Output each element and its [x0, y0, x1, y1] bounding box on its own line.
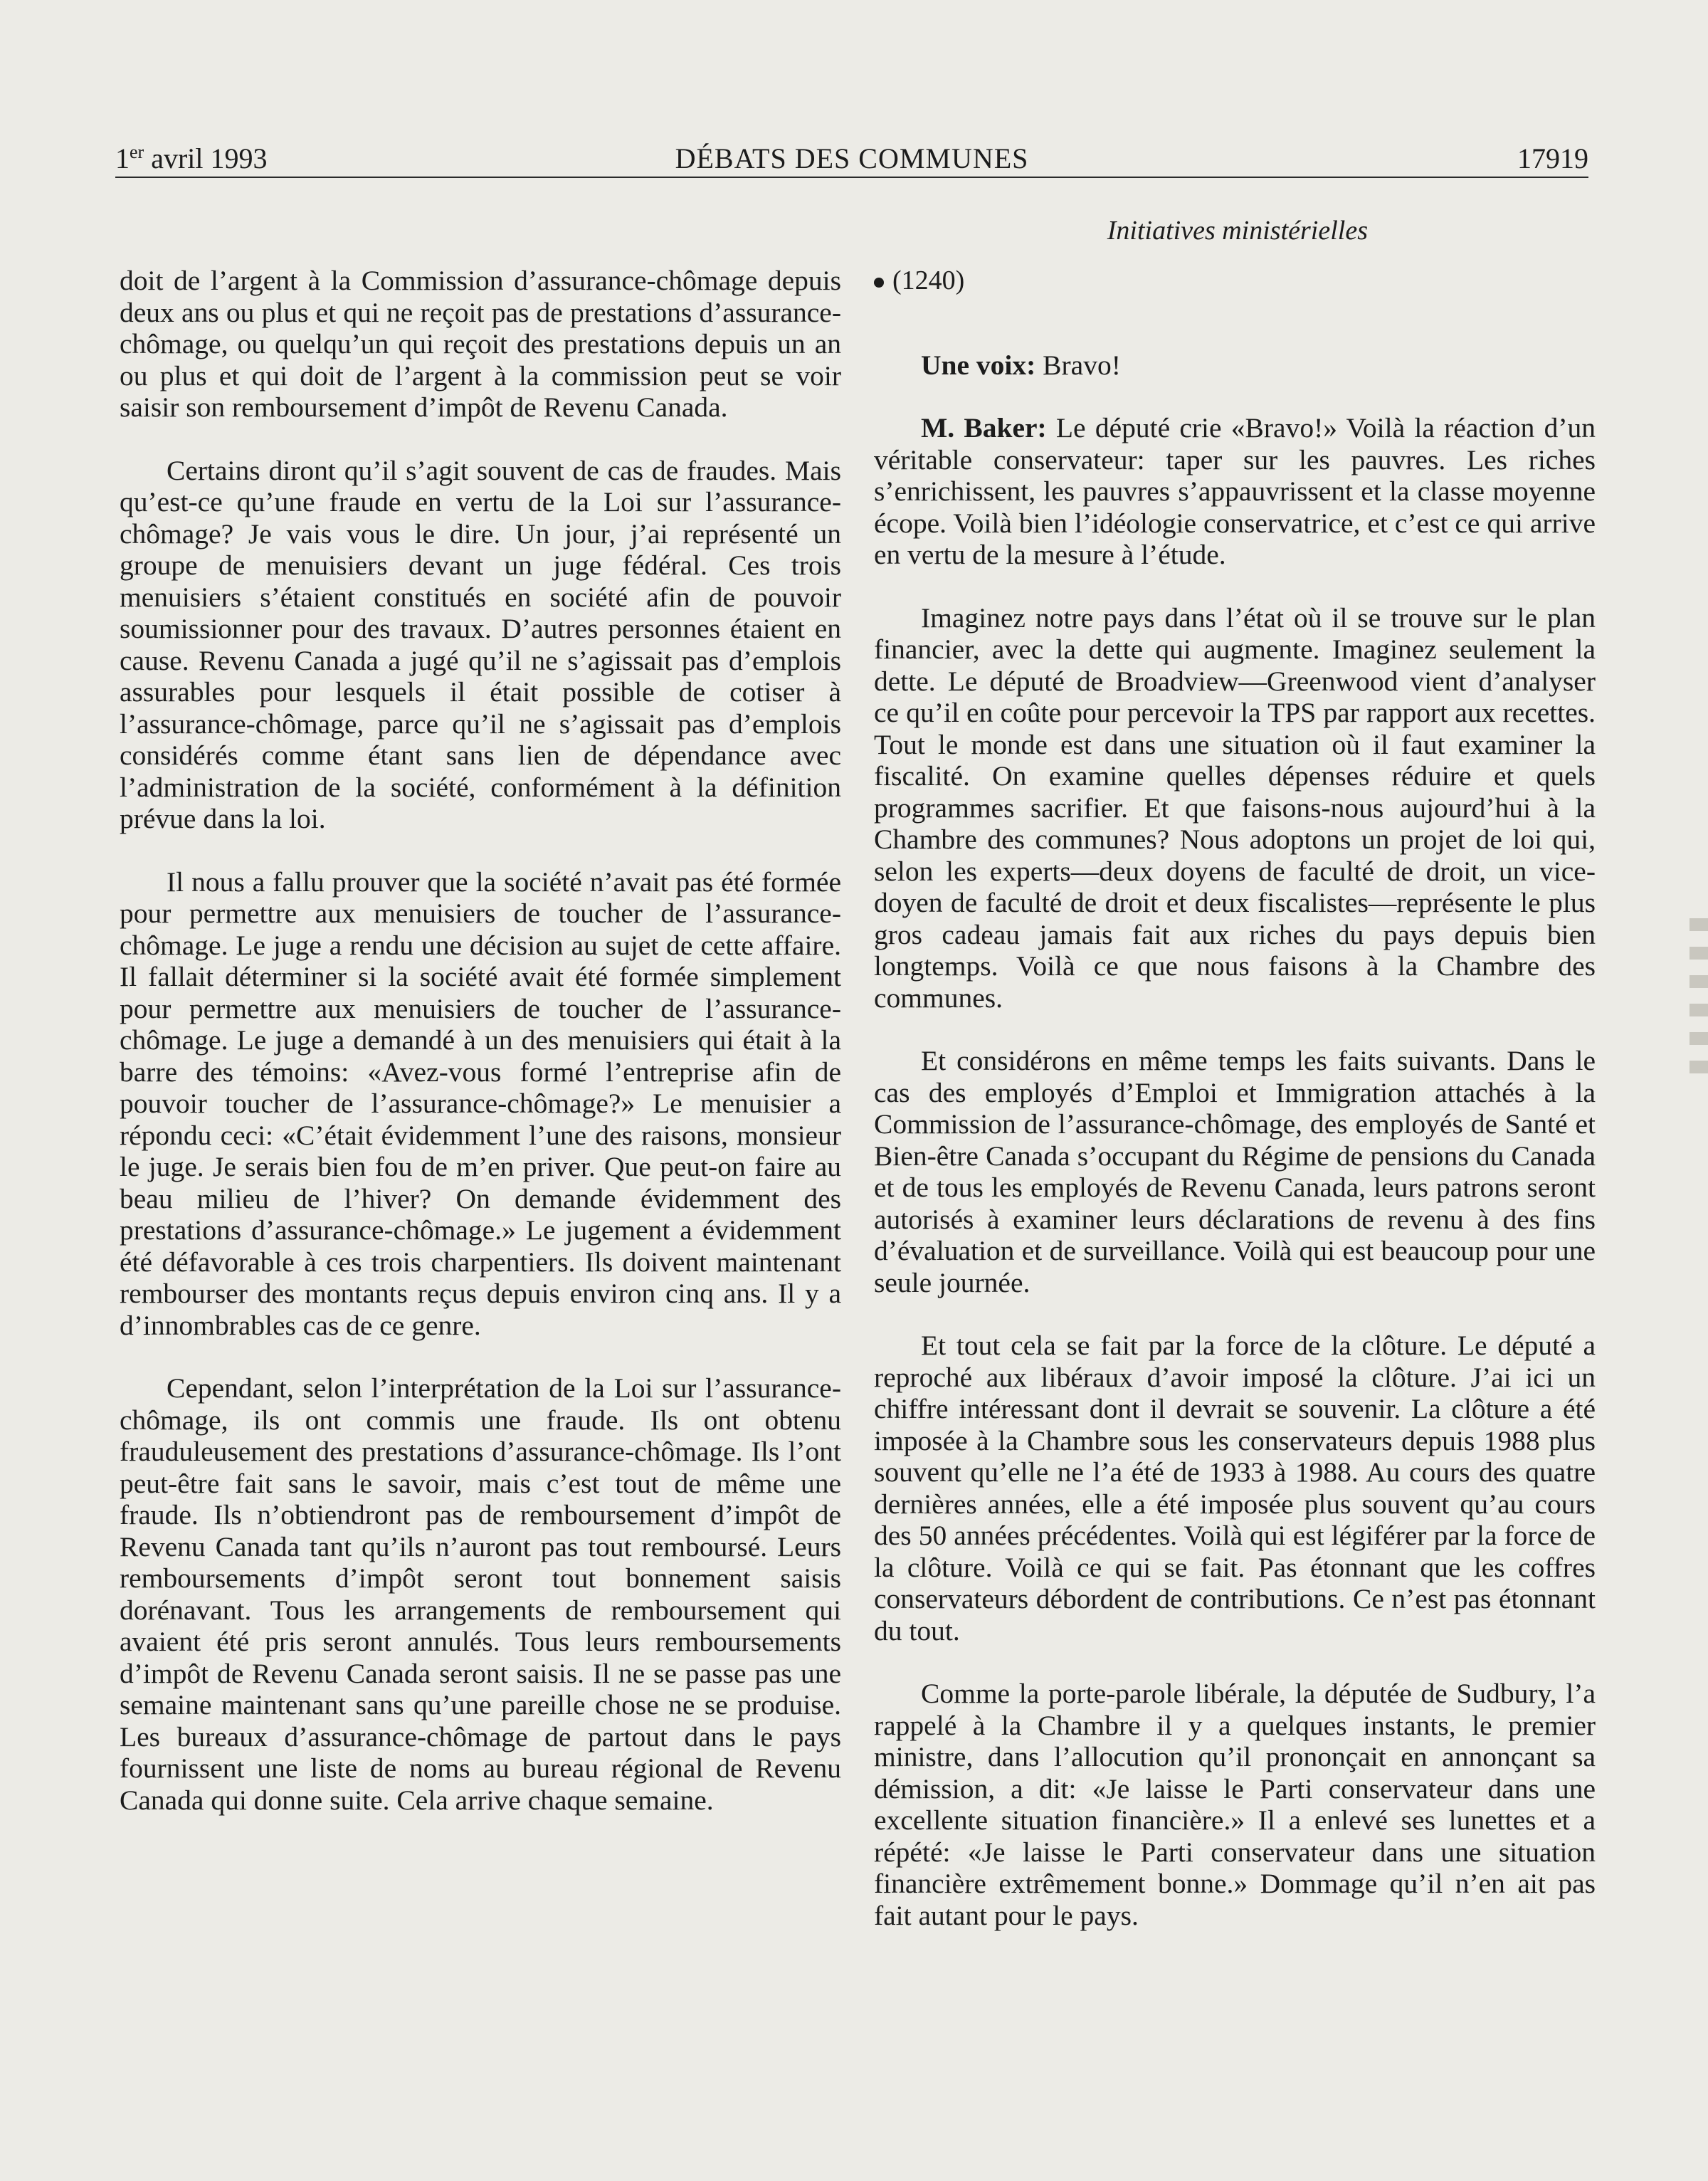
paragraph: Et considérons en même temps les faits suivants. Dans le cas des employés d’Emploi et Immigration attachés à la Commission de l’assurance-chômage, des employés de Santé et Bien-être Canada s’occupant du Régime de pensions du Canada et de tous les employés de Revenu Canada, leurs patrons seront autorisés à examiner leurs déclarations de revenu à des fins d’évaluation et de surveillance. Voilà qui est beaucoup pour une seule journée.: [874, 1045, 1596, 1298]
timestamp: (1240): [874, 265, 1596, 297]
speaker-name: Une voix:: [921, 349, 1036, 381]
section-label: Initiatives ministérielles: [1107, 216, 1368, 246]
speaker-name: M. Baker:: [921, 412, 1047, 443]
paragraph: Il nous a fallu prouver que la société n’avait pas été formée pour permettre aux menuisiers de toucher de l’assurance-chômage. Le juge a rendu une décision au sujet de cette affaire. Il fallait déterminer si la société avait été formée simplement pour permettre aux menuisiers de toucher de l’assurance-chômage. Le juge a demandé à un des menuisiers qui était à la barre des témoins: «Avez-vous formé l’entreprise afin de pouvoir toucher de l’assurance-chômage?» Le menuisier a répondu ceci: «C’était évidemment l’une des raisons, monsieur le juge. Je serais bien fou de m’en priver. Que peut-on faire au beau milieu de l’hiver? On demande évidemment des prestations d’assurance-chômage.» Le jugement a évidemment été défavorable à ces trois charpentiers. Ils doivent maintenant rembourser des montants reçus depuis environ cinq ans. Il y a d’innombrables cas de ce genre.: [120, 866, 841, 1341]
left-column: [120, 265, 841, 1847]
paragraph: doit de l’argent à la Commission d’assurance-chômage depuis deux ans ou plus et qui ne reçoit pas de prestations d’assurance-chômage, ou quelqu’un qui reçoit des prestations depuis un an ou plus et qui doit de l’argent à la commission peut se voir saisir son remboursement d’impôt de Revenu Canada.: [120, 265, 841, 423]
scan-edge-marks: [1689, 918, 1708, 1082]
header-page-number: 17919: [1517, 142, 1588, 174]
paragraph: Et tout cela se fait par la force de la clôture. Le député a reproché aux libéraux d’avoir imposé la clôture. J’ai ici un chiffre intéressant dont il devrait se souvenir. La clôture a été imposée à la Chambre sous les conservateurs depuis 1988 plus souvent qu’elle ne l’a été de 1933 à 1988. Au cours des quatre dernières années, elle a été imposée plus souvent qu’au cours des 50 années précédentes. Voilà qui est légiférer par la force de la clôture. Voilà ce qui se fait. Pas étonnant que les coffres conservateurs débordent de contributions. Ce n’est pas étonnant du tout.: [874, 1330, 1596, 1646]
speaker-paragraph: Une voix: Bravo!: [921, 349, 1121, 381]
header-title: DÉBATS DES COMMUNES: [675, 142, 1029, 174]
paragraph: Comme la porte-parole libérale, la députée de Sudbury, l’a rappelé à la Chambre il y a quelques instants, le premier ministre, dans l’allocution qu’il prononçait en annonçant sa démission, a dit: «Je laisse le Parti conservateur dans une excellente situation financière.» Il a enlevé ses lunettes et a répété: «Je laisse le Parti conservateur dans une situation financière extrêmement bonne.» Dommage qu’il n’en ait pas fait autant pour le pays.: [874, 1678, 1596, 1931]
right-column: [874, 265, 1596, 1962]
page-header: [115, 141, 1588, 178]
speaker-paragraph: M. Baker: Le député crie «Bravo!» Voilà la réaction d’un véritable conservateur: taper sur les pauvres. Les riches s’enrichissent, les pauvres s’appauvrissent et la classe moyenne écope. Voilà bien l’idéologie conservatrice, et c’est ce qui arrive en vertu de la mesure à l’étude.: [874, 412, 1596, 570]
paragraph: Imaginez notre pays dans l’état où il se trouve sur le plan financier, avec la dette qui augmente. Imaginez seulement la dette. Le député de Broadview—Greenwood vient d’analyser ce qu’il en coûte pour percevoir la TPS par rapport aux recettes. Tout le monde est dans une situation où il faut examiner la fiscalité. On examine quelles dépenses réduire et quels programmes sacrifier. Et que faisons-nous aujourd’hui à la Chambre des communes? Nous adoptons un projet de loi qui, selon les experts—deux doyens de faculté de droit, un vice-doyen de faculté de droit et deux fiscalistes—représente le plus gros cadeau jamais fait aux riches du pays depuis bien longtemps. Voilà ce que nous faisons à la Chambre des communes.: [874, 601, 1596, 1014]
paragraph: Cependant, selon l’interprétation de la Loi sur l’assurance-chômage, ils ont commis une fraude. Ils ont obtenu frauduleusement des prestations d’assurance-chômage. Ils l’ont peut-être fait sans le savoir, mais c’est tout de même une fraude. Ils n’obtiendront pas de remboursement d’impôt de Revenu Canada tant qu’ils n’auront pas tout remboursé. Leurs remboursements d’impôt seront tout bonnement saisis dorénavant. Tous les arrangements de remboursement qui avaient été pris seront annulés. Tous leurs remboursements d’impôt de Revenu Canada seront saisis. Il ne se passe pas une semaine maintenant sans qu’une pareille chose ne se produise. Les bureaux d’assurance-chômage de partout dans le pays fournissent une liste de noms au bureau régional de Revenu Canada qui donne suite. Cela arrive chaque semaine.: [120, 1372, 841, 1816]
header-date: 1er avril 1993: [115, 142, 268, 174]
bullet-icon: [874, 278, 884, 288]
paragraph: Certains diront qu’il s’agit souvent de cas de fraudes. Mais qu’est-ce qu’une fraude en vertu de la Loi sur l’assurance-chômage? Je vais vous le dire. Un jour, j’ai représenté un groupe de menuisiers devant un juge fédéral. Ces trois menuisiers s’étaient constitués en société afin de pouvoir soumissionner pour des travaux. D’autres personnes étaient en cause. Revenu Canada a jugé qu’il ne s’agissait pas d’emplois assurables pour lesquels il était possible de cotiser à l’assurance-chômage, parce qu’il ne s’agissait pas d’emplois considérés comme étant sans lien de dépendance avec l’administration de la société, conformément à la définition prévue dans la loi.: [120, 454, 841, 834]
